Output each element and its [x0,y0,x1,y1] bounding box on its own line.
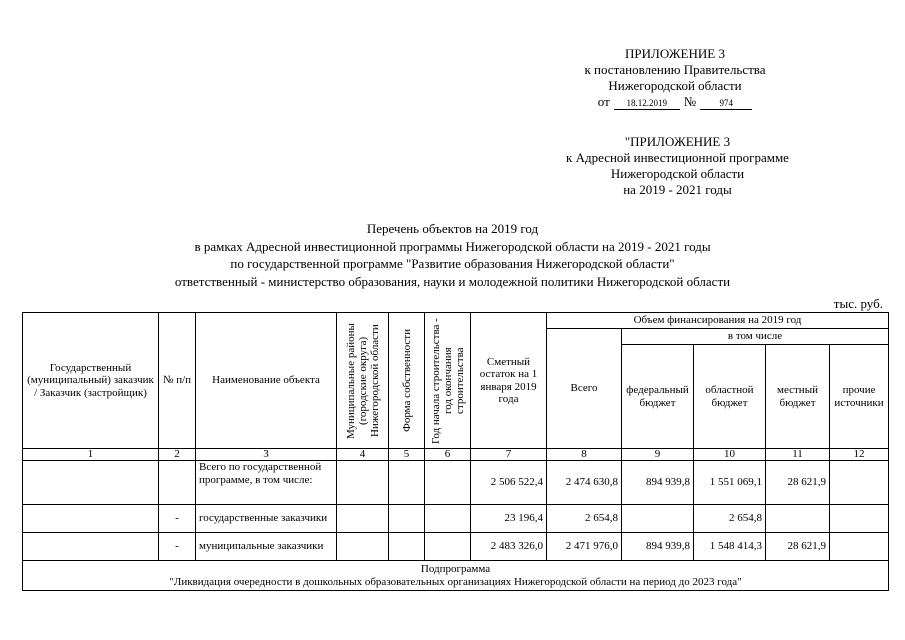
cell-customer [23,461,159,505]
cell-regional: 1 551 069,1 [694,461,766,505]
cell-balance: 2 506 522,4 [471,461,547,505]
cell-years [425,533,471,561]
cell-regional: 2 654,8 [694,505,766,533]
header-num: № п/п [159,313,196,449]
cell-ownership [389,505,425,533]
header-balance: Сметный остаток на 1 января 2019 года [471,313,547,449]
header-years [425,313,471,449]
col-number: 1 [23,449,159,461]
col-number: 11 [766,449,830,461]
column-numbers-row [23,449,889,461]
subprogram-cell [23,561,889,591]
cell-local: 28 621,9 [766,533,830,561]
cell-customer [23,505,159,533]
header-federal: федеральный бюджет [622,345,694,449]
cell-num [159,461,196,505]
subprogram-row [23,561,889,591]
inner-annex-line4: на 2019 - 2021 годы [623,182,732,197]
cell-other [830,461,889,505]
col-number: 3 [196,449,337,461]
col-number: 4 [337,449,389,461]
cell-name: государственные заказчики [196,505,337,533]
cell-federal: 894 939,8 [622,461,694,505]
header-object-name: Наименование объекта [196,313,337,449]
from-label: от [597,94,610,109]
header-districts [337,313,389,449]
document-title [0,220,905,290]
annex-region: Нижегородской области [608,78,742,93]
title-line-3: по государственной программе "Развитие образования Нижегородской области" [230,256,675,271]
header-local: местный бюджет [766,345,830,449]
cell-districts [337,533,389,561]
cell-ownership [389,533,425,561]
annex-header [560,46,790,110]
order-number: 974 [700,98,752,110]
cell-num: - [159,533,196,561]
table-row [23,461,889,505]
cell-name: муниципальные заказчики [196,533,337,561]
inner-annex-line2: к Адресной инвестиционной программе [566,150,789,165]
subprogram-name: "Ликвидация очередности в дошкольных образовательных организациях Нижегородской области на период до 2023 года" [169,575,742,588]
title-line-2: в рамках Адресной инвестиционной программы Нижегородской области на 2019 - 2021 годы [194,238,711,254]
header-incl: в том числе [622,329,889,345]
cell-districts [337,461,389,505]
annex-title: ПРИЛОЖЕНИЕ 3 [625,46,725,61]
cell-total: 2 474 630,8 [547,461,622,505]
order-date: 18.12.2019 [614,98,680,110]
cell-ownership [389,461,425,505]
cell-years [425,505,471,533]
header-ownership [389,313,425,449]
col-number: 8 [547,449,622,461]
annex-subtitle: к постановлению Правительства [584,62,766,77]
subprogram-label: Подпрограмма [420,563,491,575]
header-other: прочие источники [830,345,889,449]
cell-local [766,505,830,533]
inner-annex-header [545,134,810,198]
objects-table [22,312,889,591]
cell-name: Всего по государственной программе, в том числе: [196,461,337,505]
title-line-1: Перечень объектов на 2019 год [366,221,539,236]
cell-balance: 23 196,4 [471,505,547,533]
cell-total: 2 471 976,0 [547,533,622,561]
header-ownership-text: Форма собственности [400,329,413,432]
col-number: 5 [389,449,425,461]
col-number: 12 [830,449,889,461]
number-label: № [683,94,697,109]
col-number: 7 [471,449,547,461]
cell-num: - [159,505,196,533]
header-districts-text: Муниципальные районы (городские округа) Нижегородской области [344,322,381,439]
header-years-text: Год начала строительства - год окончания строительства [429,317,466,444]
cell-regional: 1 548 414,3 [694,533,766,561]
table-row [23,505,889,533]
inner-annex-title: "ПРИЛОЖЕНИЕ 3 [624,134,731,149]
title-line-4: ответственный - министерство образования, науки и молодежной политики Нижегородской области [174,273,731,289]
inner-annex-line3: Нижегородской области [610,166,745,181]
header-financing: Объем финансирования на 2019 год [547,313,889,329]
cell-other [830,505,889,533]
header-customer: Государственный (муниципальный) заказчик / Заказчик (застройщик) [23,313,159,449]
table-row [23,533,889,561]
header-regional: областной бюджет [694,345,766,449]
cell-districts [337,505,389,533]
cell-total: 2 654,8 [547,505,622,533]
cell-years [425,461,471,505]
cell-balance: 2 483 326,0 [471,533,547,561]
col-number: 9 [622,449,694,461]
cell-other [830,533,889,561]
col-number: 10 [694,449,766,461]
col-number: 6 [425,449,471,461]
cell-federal [622,505,694,533]
cell-federal: 894 939,8 [622,533,694,561]
col-number: 2 [159,449,196,461]
cell-local: 28 621,9 [766,461,830,505]
unit-note: тыс. руб. [833,296,883,311]
cell-customer [23,533,159,561]
order-line [560,94,790,110]
header-total: Всего [547,329,622,449]
